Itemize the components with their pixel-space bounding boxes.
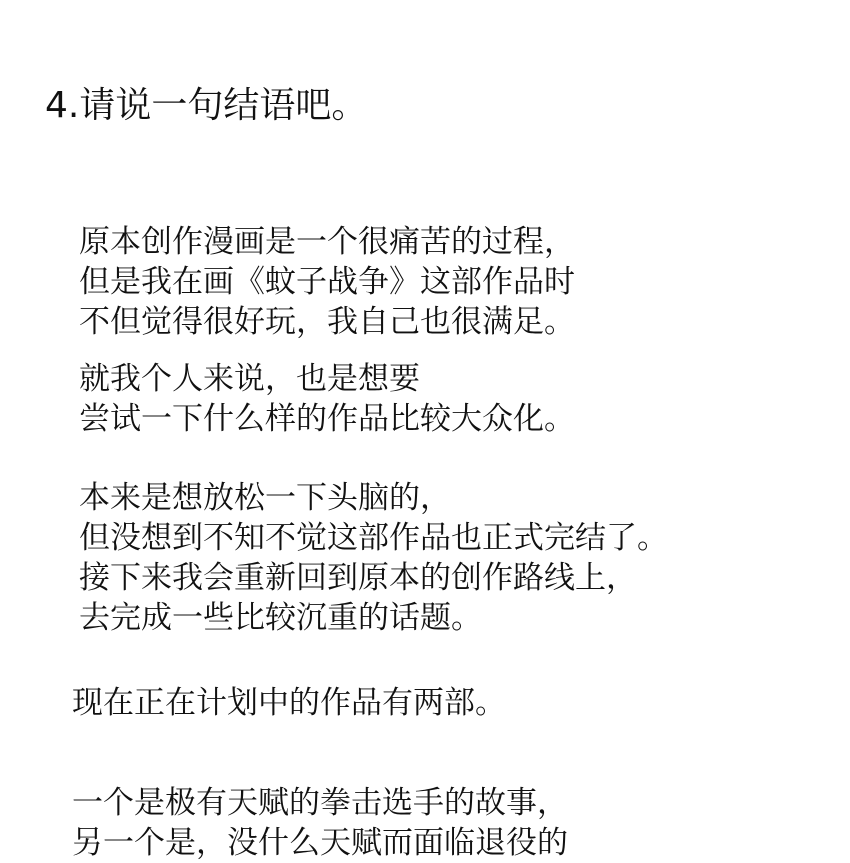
- text-line: 不但觉得很好玩，我自己也很满足。: [79, 304, 575, 340]
- text-line: 另一个是，没什么天赋而面临退役的: [72, 825, 568, 861]
- text-line: 去完成一些比较沉重的话题。: [79, 600, 482, 636]
- text-line: 就我个人来说，也是想要: [79, 361, 420, 397]
- text-line: 接下来我会重新回到原本的创作路线上，: [79, 560, 637, 596]
- answer-paragraph-2: [79, 359, 575, 439]
- text-line: 尝试一下什么样的作品比较大众化。: [79, 401, 575, 437]
- answer-paragraph-3: [79, 478, 668, 638]
- text-line: 本来是想放松一下头脑的，: [79, 480, 451, 516]
- answer-paragraph-1: [79, 222, 575, 342]
- answer-paragraph-5: [72, 783, 568, 863]
- text-line: 原本创作漫画是一个很痛苦的过程，: [79, 224, 575, 260]
- text-line: 现在正在计划中的作品有两部。: [72, 685, 506, 721]
- text-line: 但没想到不知不觉这部作品也正式完结了。: [79, 520, 668, 556]
- answer-paragraph-4: [72, 683, 506, 723]
- text-line: 一个是极有天赋的拳击选手的故事，: [72, 785, 568, 821]
- question-heading: 4.请说一句结语吧。: [45, 85, 368, 126]
- text-line: 但是我在画《蚊子战争》这部作品时: [79, 264, 575, 300]
